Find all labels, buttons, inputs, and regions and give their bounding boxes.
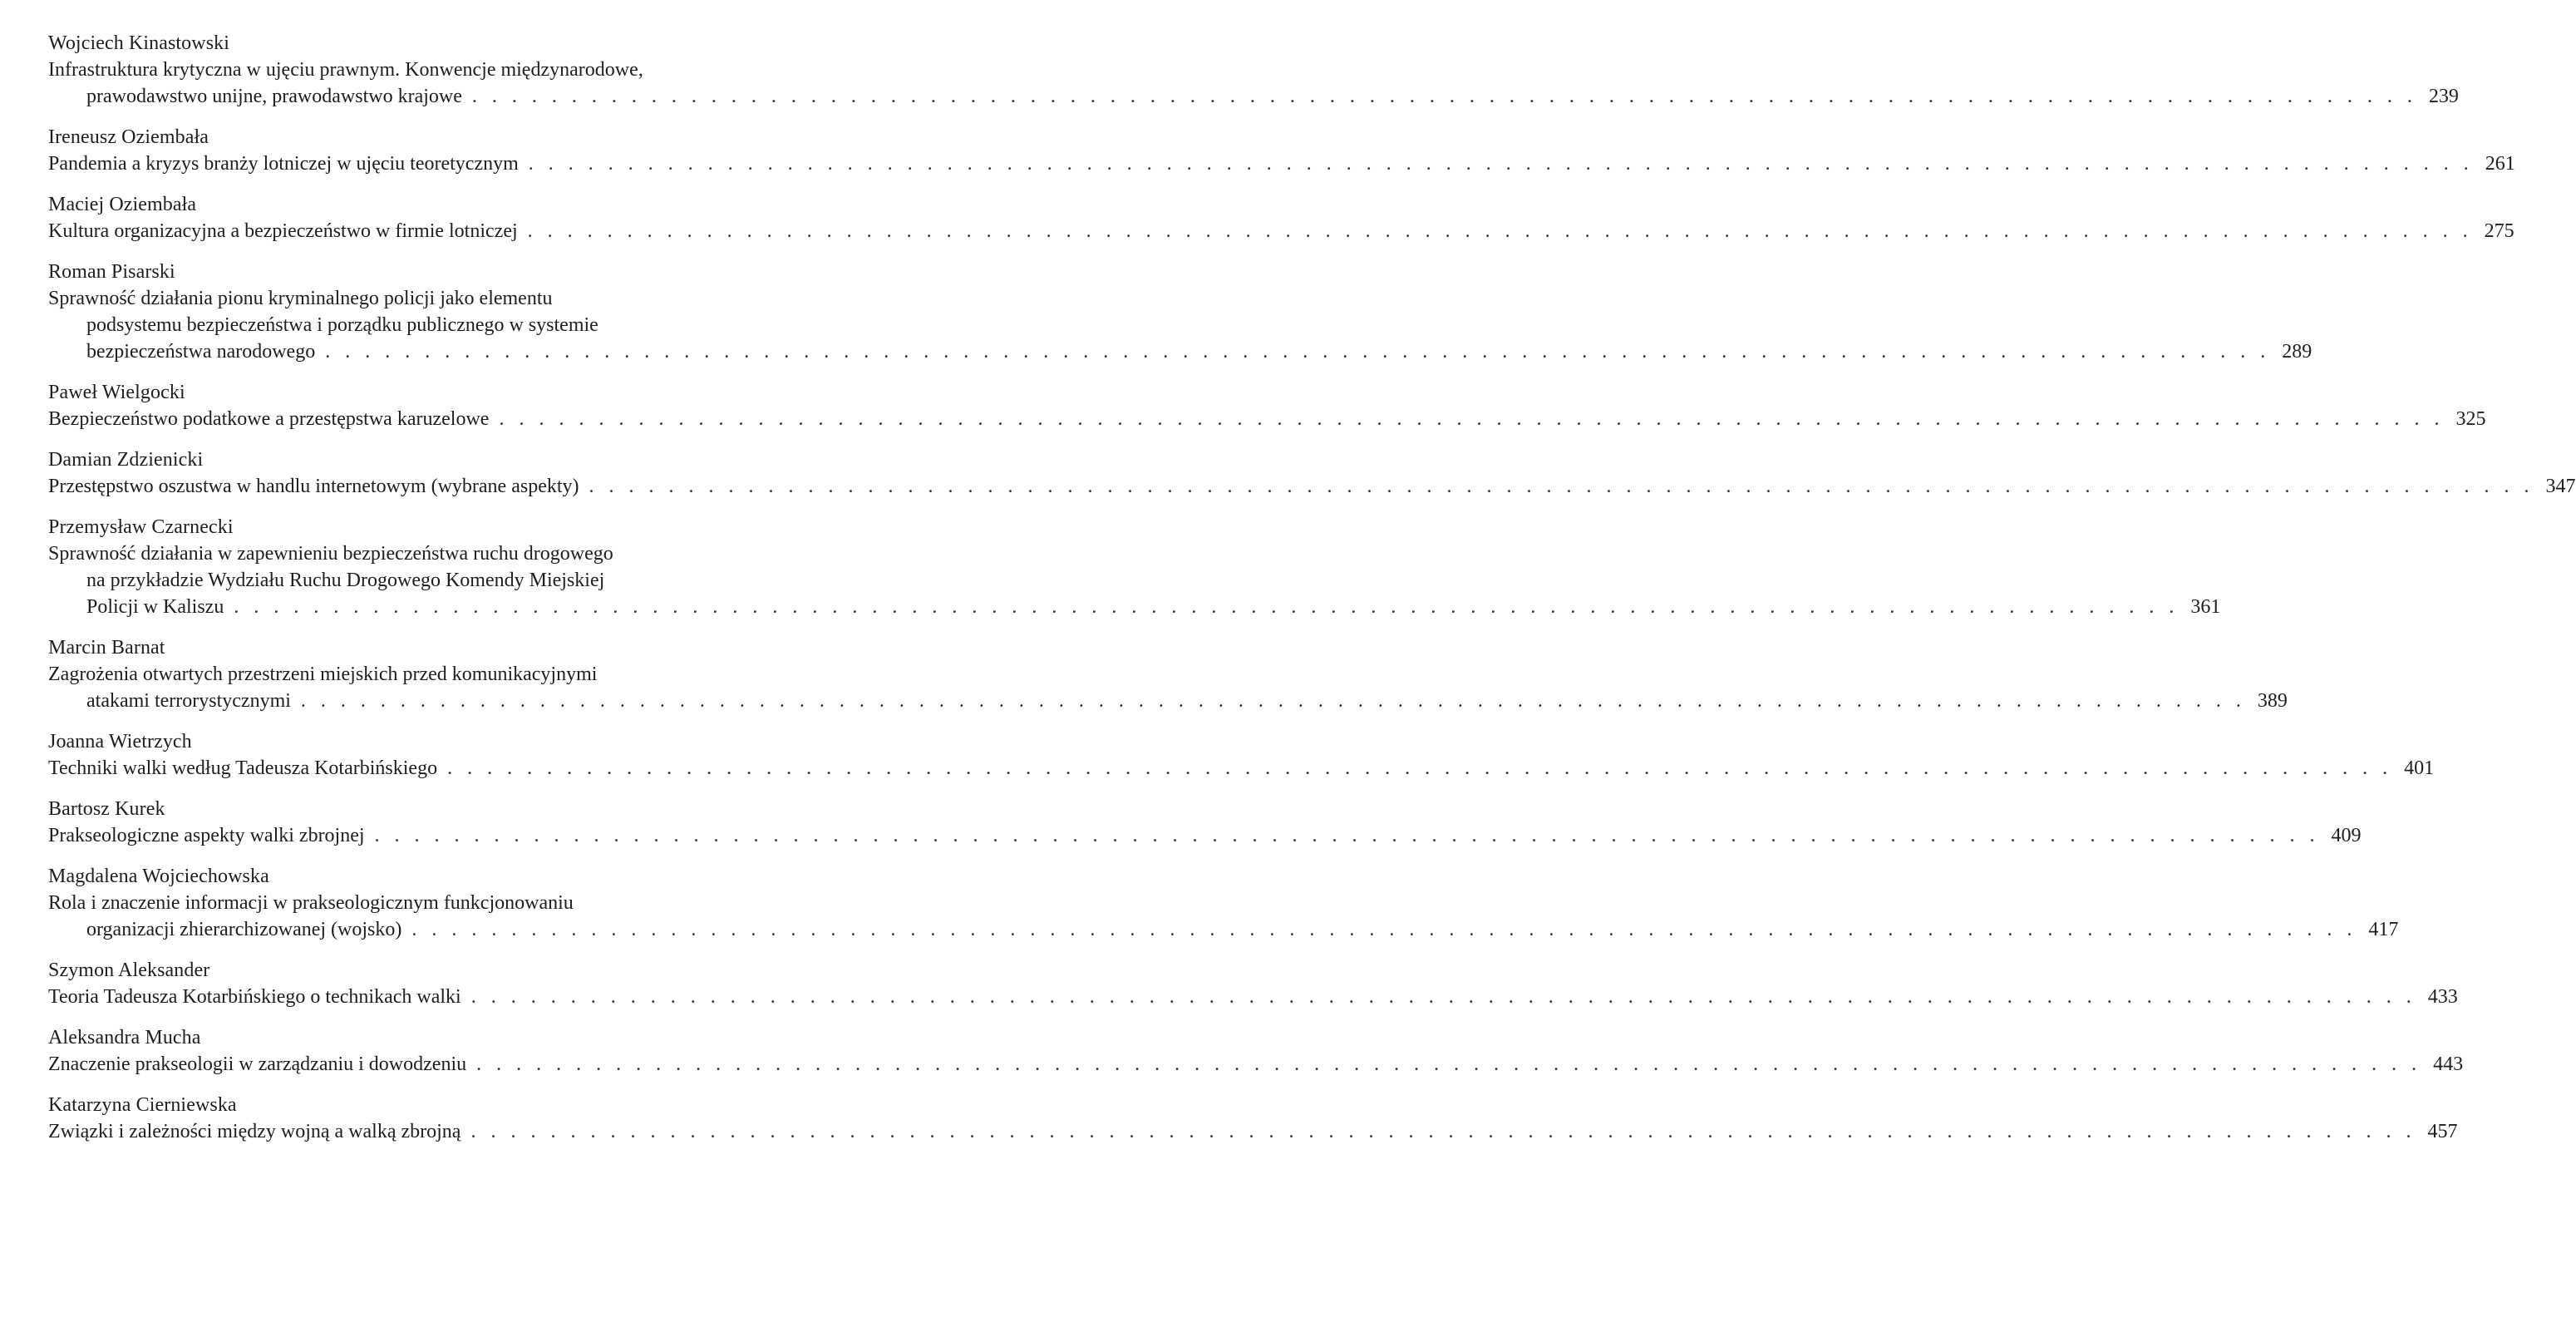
- page-number: 457: [2427, 1121, 2458, 1142]
- entry-author: Bartosz Kurek: [48, 798, 165, 820]
- entry-title-text: Związki i zależności między wojną a walką zbrojną: [48, 1121, 461, 1142]
- toc-entry: [48, 863, 2399, 943]
- toc-entry: [48, 191, 2514, 244]
- page-number: 443: [2433, 1053, 2464, 1075]
- entry-title-line: na przykładzie Wydziału Ruchu Drogowego Komendy Miejskiej: [86, 570, 605, 591]
- page-number: 417: [2368, 919, 2399, 940]
- toc-entry: [48, 1092, 2458, 1145]
- entry-title-line: podsystemu bezpieczeństwa i porządku publicznego w systemie: [86, 314, 598, 336]
- page-number: 347: [2545, 476, 2576, 497]
- entry-author: Szymon Aleksander: [48, 960, 210, 981]
- toc-entry: [48, 957, 2458, 1010]
- entry-title-last-line: [48, 150, 2515, 177]
- toc-entry: [48, 796, 2362, 849]
- entry-title-line: Infrastruktura krytyczna w ujęciu prawnym. Konwencje międzynarodowe,: [48, 59, 643, 81]
- page-number: 433: [2427, 986, 2458, 1008]
- toc-entry: [48, 30, 2459, 110]
- entry-title-line: Sprawność działania w zapewnieniu bezpieczeństwa ruchu drogowego: [48, 543, 613, 565]
- table-of-contents: [48, 30, 2576, 1145]
- toc-entry: [48, 124, 2515, 177]
- page-number: 389: [2257, 690, 2288, 712]
- entry-author: Aleksandra Mucha: [48, 1027, 201, 1048]
- entry-title-last-line: [48, 916, 2399, 943]
- entry-author: Roman Pisarski: [48, 261, 175, 283]
- entry-author: Magdalena Wojciechowska: [48, 866, 269, 887]
- entry-author: Marcin Barnat: [48, 637, 165, 659]
- dot-leader: . . . . . . . . . . . . . . . . . . . . . . . . . . . . . . . . . . . . . . . . . . . . . . . . . . . . . . . . . . . . . . . . . . . . . . . . . . . . . . . . . . . . . . . . . . . . . . . . . .: [374, 825, 2320, 846]
- dot-leader: . . . . . . . . . . . . . . . . . . . . . . . . . . . . . . . . . . . . . . . . . . . . . . . . . . . . . . . . . . . . . . . . . . . . . . . . . . . . . . . . . . . . . . . . . . . . . . . . . .: [470, 1121, 2416, 1142]
- entry-title-text: Prakseologiczne aspekty walki zbrojnej: [48, 825, 365, 846]
- entry-title-text: Bezpieczeństwo podatkowe a przestępstwa karuzelowe: [48, 408, 490, 430]
- entry-title-text: Techniki walki według Tadeusza Kotarbińskiego: [48, 757, 438, 779]
- toc-entry: [48, 514, 2221, 620]
- toc-entry: [48, 259, 2312, 365]
- entry-title-text: Znaczenie prakseologii w zarządzaniu i dowodzeniu: [48, 1053, 467, 1075]
- entry-title-last-line: [48, 594, 2221, 620]
- dot-leader: . . . . . . . . . . . . . . . . . . . . . . . . . . . . . . . . . . . . . . . . . . . . . . . . . . . . . . . . . . . . . . . . . . . . . . . . . . . . . . . . . . . . . . . . . . . . . . . . . .: [471, 86, 2417, 107]
- entry-title-text: Pandemia a kryzys branży lotniczej w ujęciu teoretycznym: [48, 153, 519, 175]
- toc-entry: [48, 379, 2486, 432]
- dot-leader: . . . . . . . . . . . . . . . . . . . . . . . . . . . . . . . . . . . . . . . . . . . . . . . . . . . . . . . . . . . . . . . . . . . . . . . . . . . . . . . . . . . . . . . . . . . . . . . . . .: [527, 220, 2473, 242]
- entry-title-last-line: [48, 473, 2576, 500]
- page-number: 239: [2428, 86, 2459, 107]
- toc-entry: [48, 446, 2576, 500]
- entry-title-last-line: [48, 755, 2435, 782]
- page-number: 401: [2404, 757, 2435, 779]
- page-number: 275: [2484, 220, 2514, 242]
- entry-title-last-line: [48, 984, 2458, 1010]
- entry-author: Katarzyna Cierniewska: [48, 1094, 237, 1116]
- dot-leader: . . . . . . . . . . . . . . . . . . . . . . . . . . . . . . . . . . . . . . . . . . . . . . . . . . . . . . . . . . . . . . . . . . . . . . . . . . . . . . . . . . . . . . . . . . . . . . . . . .: [300, 690, 2246, 712]
- entry-title-last-line: [48, 218, 2514, 244]
- dot-leader: . . . . . . . . . . . . . . . . . . . . . . . . . . . . . . . . . . . . . . . . . . . . . . . . . . . . . . . . . . . . . . . . . . . . . . . . . . . . . . . . . . . . . . . . . . . . . . . . . .: [499, 408, 2445, 430]
- entry-title-text: organizacji zhierarchizowanej (wojsko): [86, 919, 402, 940]
- entry-title-line: Zagrożenia otwartych przestrzeni miejskich przed komunikacyjnymi: [48, 664, 598, 685]
- entry-author: Przemysław Czarnecki: [48, 516, 234, 538]
- entry-title-text: atakami terrorystycznymi: [86, 690, 291, 712]
- toc-entry: [48, 634, 2288, 714]
- page-number: 325: [2455, 408, 2486, 430]
- entry-author: Damian Zdzienicki: [48, 449, 204, 471]
- entry-title-text: Kultura organizacyjna a bezpieczeństwo w firmie lotniczej: [48, 220, 518, 242]
- page-number: 261: [2485, 153, 2515, 175]
- entry-title-line: Sprawność działania pionu kryminalnego policji jako elementu: [48, 288, 553, 309]
- entry-title-last-line: [48, 822, 2362, 849]
- page-number: 289: [2282, 341, 2312, 363]
- dot-leader: . . . . . . . . . . . . . . . . . . . . . . . . . . . . . . . . . . . . . . . . . . . . . . . . . . . . . . . . . . . . . . . . . . . . . . . . . . . . . . . . . . . . . . . . . . . . . . . . . .: [528, 153, 2474, 175]
- entry-title-last-line: [48, 688, 2288, 714]
- entry-title-text: prawodawstwo unijne, prawodawstwo krajowe: [86, 86, 462, 107]
- dot-leader: . . . . . . . . . . . . . . . . . . . . . . . . . . . . . . . . . . . . . . . . . . . . . . . . . . . . . . . . . . . . . . . . . . . . . . . . . . . . . . . . . . . . . . . . . . . . . . . . . .: [411, 919, 2357, 940]
- entry-author: Wojciech Kinastowski: [48, 32, 230, 54]
- entry-author: Maciej Oziembała: [48, 194, 197, 215]
- entry-author: Joanna Wietrzych: [48, 731, 192, 752]
- entry-title-text: Policji w Kaliszu: [86, 596, 224, 618]
- page-number: 409: [2331, 825, 2362, 846]
- dot-leader: . . . . . . . . . . . . . . . . . . . . . . . . . . . . . . . . . . . . . . . . . . . . . . . . . . . . . . . . . . . . . . . . . . . . . . . . . . . . . . . . . . . . . . . . . . . . . . . . . .: [589, 476, 2534, 497]
- dot-leader: . . . . . . . . . . . . . . . . . . . . . . . . . . . . . . . . . . . . . . . . . . . . . . . . . . . . . . . . . . . . . . . . . . . . . . . . . . . . . . . . . . . . . . . . . . . . . . . . . .: [325, 341, 2271, 363]
- entry-title-text: Przestępstwo oszustwa w handlu internetowym (wybrane aspekty): [48, 476, 579, 497]
- page-number: 361: [2190, 596, 2221, 618]
- entry-author: Paweł Wielgocki: [48, 382, 185, 403]
- dot-leader: . . . . . . . . . . . . . . . . . . . . . . . . . . . . . . . . . . . . . . . . . . . . . . . . . . . . . . . . . . . . . . . . . . . . . . . . . . . . . . . . . . . . . . . . . . . . . . . . . .: [447, 757, 2393, 779]
- entry-title-last-line: [48, 338, 2312, 365]
- entry-title-text: bezpieczeństwa narodowego: [86, 341, 316, 363]
- entry-title-last-line: [48, 83, 2459, 110]
- toc-entry: [48, 1024, 2464, 1078]
- entry-title-last-line: [48, 1118, 2458, 1145]
- dot-leader: . . . . . . . . . . . . . . . . . . . . . . . . . . . . . . . . . . . . . . . . . . . . . . . . . . . . . . . . . . . . . . . . . . . . . . . . . . . . . . . . . . . . . . . . . . . . . . . . . .: [470, 986, 2416, 1008]
- entry-title-last-line: [48, 406, 2486, 432]
- entry-title-line: Rola i znaczenie informacji w prakseologicznym funkcjonowaniu: [48, 892, 574, 914]
- dot-leader: . . . . . . . . . . . . . . . . . . . . . . . . . . . . . . . . . . . . . . . . . . . . . . . . . . . . . . . . . . . . . . . . . . . . . . . . . . . . . . . . . . . . . . . . . . . . . . . . . .: [476, 1053, 2422, 1075]
- entry-title-text: Teoria Tadeusza Kotarbińskiego o technikach walki: [48, 986, 461, 1008]
- entry-author: Ireneusz Oziembała: [48, 126, 209, 148]
- entry-title-last-line: [48, 1051, 2464, 1078]
- dot-leader: . . . . . . . . . . . . . . . . . . . . . . . . . . . . . . . . . . . . . . . . . . . . . . . . . . . . . . . . . . . . . . . . . . . . . . . . . . . . . . . . . . . . . . . . . . . . . . . . . .: [234, 596, 2180, 618]
- toc-entry: [48, 728, 2435, 782]
